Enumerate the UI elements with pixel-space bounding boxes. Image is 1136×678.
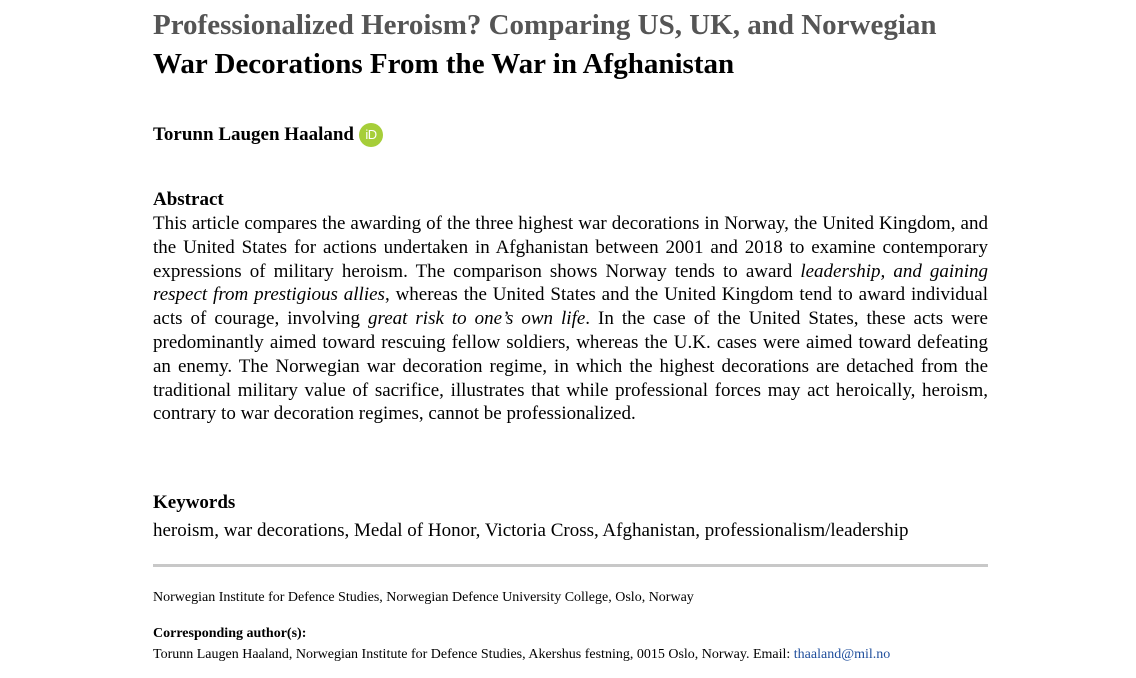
corresponding-author-details bbox=[153, 646, 890, 664]
keywords-heading: Keywords bbox=[153, 492, 236, 513]
abstract-emphasis-2: great risk to one’s own life bbox=[368, 308, 586, 330]
abstract-text bbox=[153, 212, 988, 426]
author-name: Torunn Laugen Haaland bbox=[153, 124, 354, 145]
article-title-line-1: Professionalized Heroism? Comparing US, UK, and Norwegian bbox=[153, 9, 937, 41]
keywords-list: heroism, war decorations, Medal of Honor, Victoria Cross, Afghanistan, professionalism/leadership bbox=[153, 520, 909, 541]
corresponding-author-heading: Corresponding author(s): bbox=[153, 626, 307, 641]
orcid-icon[interactable]: iD bbox=[359, 123, 383, 147]
abstract-text-part-1: This article compares the awarding of the three highest war decorations in Norway, the United Kingdom, and the United States for actions undertaken in Afghanistan between 2001 and 2018 to examine contemporary expressions of military heroism. The comparison shows Norway tends to award bbox=[153, 213, 988, 282]
corresponding-author-text: Torunn Laugen Haaland, Norwegian Institute for Defence Studies, Akershus festning, 0015 Oslo, Norway. Email: bbox=[153, 647, 794, 662]
abstract-heading: Abstract bbox=[153, 189, 224, 210]
author-affiliation: Norwegian Institute for Defence Studies, Norwegian Defence University College, Oslo, Norway bbox=[153, 590, 694, 605]
article-title-line-2: War Decorations From the War in Afghanistan bbox=[153, 48, 735, 80]
author-line bbox=[153, 122, 383, 148]
email-link[interactable]: thaaland@mil.no bbox=[793, 647, 891, 662]
section-divider bbox=[153, 564, 988, 567]
abstract-text-part-2: , whereas the United States and the United Kingdom tend to award individual acts of courage, involving bbox=[153, 284, 989, 330]
abstract-emphasis-1: leadership, and gaining respect from prestigious allies bbox=[153, 260, 988, 306]
abstract-text-part-3: . In the case of the United States, these acts were predominantly aimed toward rescuing fellow soldiers, whereas the U.K. cases were aimed toward defeating an enemy. The Norwegian war decoration regime, in which the highest decorations are detached from the traditional military value of sacrifice, illustrates that while professional forces may act heroically, heroism, contrary to war decoration regimes, cannot be professionalized. bbox=[153, 308, 988, 425]
